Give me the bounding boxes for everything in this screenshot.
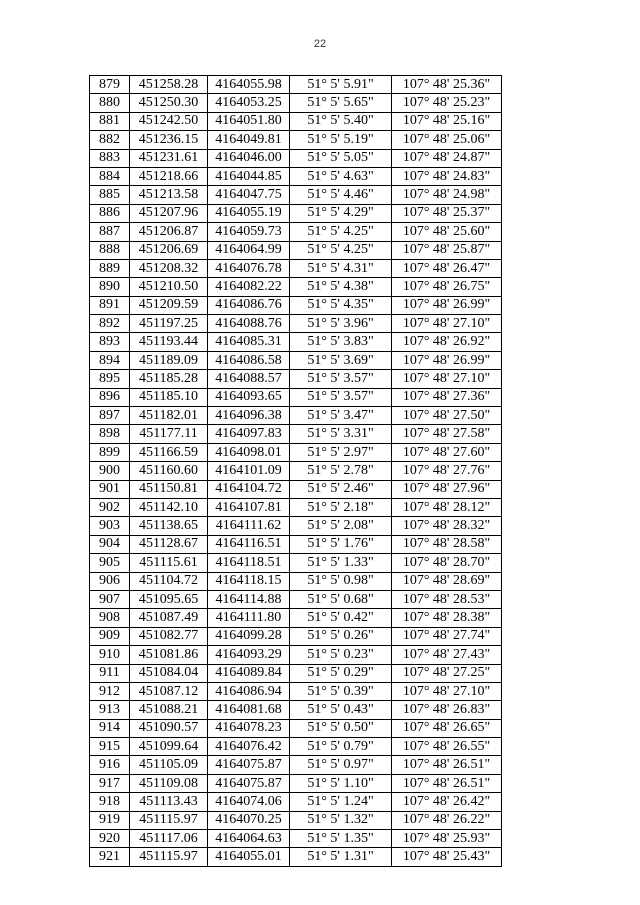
table-row [90, 388, 502, 406]
point-number-cell: 884 [90, 167, 130, 185]
table-row [90, 149, 502, 167]
table-row [90, 462, 502, 480]
table-row [90, 811, 502, 829]
y-coordinate-cell: 4164081.68 [208, 701, 290, 719]
y-coordinate-cell: 4164088.57 [208, 370, 290, 388]
latitude-cell: 51° 5' 4.35" [290, 296, 392, 314]
y-coordinate-cell: 4164093.65 [208, 388, 290, 406]
latitude-cell: 51° 5' 0.97" [290, 756, 392, 774]
point-number-cell: 901 [90, 480, 130, 498]
longitude-cell: 107° 48' 27.10" [392, 682, 502, 700]
point-number-cell: 910 [90, 646, 130, 664]
y-coordinate-cell: 4164097.83 [208, 425, 290, 443]
y-coordinate-cell: 4164089.84 [208, 664, 290, 682]
point-number-cell: 903 [90, 517, 130, 535]
x-coordinate-cell: 451208.32 [130, 259, 208, 277]
longitude-cell: 107° 48' 28.38" [392, 609, 502, 627]
longitude-cell: 107° 48' 26.51" [392, 774, 502, 792]
longitude-cell: 107° 48' 25.43" [392, 848, 502, 866]
x-coordinate-cell: 451209.59 [130, 296, 208, 314]
point-number-cell: 908 [90, 609, 130, 627]
x-coordinate-cell: 451109.08 [130, 774, 208, 792]
point-number-cell: 918 [90, 793, 130, 811]
table-row [90, 76, 502, 94]
y-coordinate-cell: 4164055.01 [208, 848, 290, 866]
y-coordinate-cell: 4164082.22 [208, 278, 290, 296]
longitude-cell: 107° 48' 26.47" [392, 259, 502, 277]
table-row [90, 756, 502, 774]
longitude-cell: 107° 48' 27.58" [392, 425, 502, 443]
longitude-cell: 107° 48' 27.74" [392, 627, 502, 645]
y-coordinate-cell: 4164055.19 [208, 204, 290, 222]
point-number-cell: 907 [90, 590, 130, 608]
point-number-cell: 898 [90, 425, 130, 443]
table-row [90, 682, 502, 700]
latitude-cell: 51° 5' 1.32" [290, 811, 392, 829]
point-number-cell: 892 [90, 315, 130, 333]
table-row [90, 425, 502, 443]
longitude-cell: 107° 48' 27.50" [392, 407, 502, 425]
point-number-cell: 912 [90, 682, 130, 700]
x-coordinate-cell: 451128.67 [130, 535, 208, 553]
latitude-cell: 51° 5' 2.78" [290, 462, 392, 480]
latitude-cell: 51° 5' 0.42" [290, 609, 392, 627]
latitude-cell: 51° 5' 0.98" [290, 572, 392, 590]
y-coordinate-cell: 4164107.81 [208, 498, 290, 516]
y-coordinate-cell: 4164086.94 [208, 682, 290, 700]
table-row [90, 296, 502, 314]
longitude-cell: 107° 48' 28.53" [392, 590, 502, 608]
x-coordinate-cell: 451218.66 [130, 167, 208, 185]
longitude-cell: 107° 48' 24.87" [392, 149, 502, 167]
longitude-cell: 107° 48' 28.70" [392, 554, 502, 572]
point-number-cell: 885 [90, 186, 130, 204]
longitude-cell: 107° 48' 27.36" [392, 388, 502, 406]
latitude-cell: 51° 5' 1.33" [290, 554, 392, 572]
longitude-cell: 107° 48' 25.16" [392, 112, 502, 130]
x-coordinate-cell: 451138.65 [130, 517, 208, 535]
y-coordinate-cell: 4164086.76 [208, 296, 290, 314]
y-coordinate-cell: 4164086.58 [208, 351, 290, 369]
y-coordinate-cell: 4164044.85 [208, 167, 290, 185]
x-coordinate-cell: 451115.61 [130, 554, 208, 572]
latitude-cell: 51° 5' 5.91" [290, 76, 392, 94]
y-coordinate-cell: 4164075.87 [208, 756, 290, 774]
x-coordinate-cell: 451087.12 [130, 682, 208, 700]
x-coordinate-cell: 451115.97 [130, 811, 208, 829]
latitude-cell: 51° 5' 3.83" [290, 333, 392, 351]
y-coordinate-cell: 4164076.42 [208, 738, 290, 756]
x-coordinate-cell: 451177.11 [130, 425, 208, 443]
point-number-cell: 890 [90, 278, 130, 296]
latitude-cell: 51° 5' 0.29" [290, 664, 392, 682]
latitude-cell: 51° 5' 1.10" [290, 774, 392, 792]
longitude-cell: 107° 48' 25.60" [392, 223, 502, 241]
longitude-cell: 107° 48' 26.22" [392, 811, 502, 829]
x-coordinate-cell: 451113.43 [130, 793, 208, 811]
latitude-cell: 51° 5' 0.23" [290, 646, 392, 664]
x-coordinate-cell: 451104.72 [130, 572, 208, 590]
x-coordinate-cell: 451207.96 [130, 204, 208, 222]
longitude-cell: 107° 48' 28.32" [392, 517, 502, 535]
x-coordinate-cell: 451242.50 [130, 112, 208, 130]
x-coordinate-cell: 451142.10 [130, 498, 208, 516]
table-row [90, 517, 502, 535]
table-row [90, 131, 502, 149]
point-number-cell: 895 [90, 370, 130, 388]
table-row [90, 223, 502, 241]
longitude-cell: 107° 48' 26.51" [392, 756, 502, 774]
table-row [90, 609, 502, 627]
latitude-cell: 51° 5' 2.46" [290, 480, 392, 498]
x-coordinate-cell: 451250.30 [130, 94, 208, 112]
x-coordinate-cell: 451206.69 [130, 241, 208, 259]
table-row [90, 186, 502, 204]
longitude-cell: 107° 48' 27.10" [392, 315, 502, 333]
longitude-cell: 107° 48' 25.37" [392, 204, 502, 222]
y-coordinate-cell: 4164085.31 [208, 333, 290, 351]
longitude-cell: 107° 48' 28.12" [392, 498, 502, 516]
latitude-cell: 51° 5' 0.39" [290, 682, 392, 700]
x-coordinate-cell: 451117.06 [130, 830, 208, 848]
y-coordinate-cell: 4164104.72 [208, 480, 290, 498]
y-coordinate-cell: 4164078.23 [208, 719, 290, 737]
table-row [90, 259, 502, 277]
longitude-cell: 107° 48' 25.06" [392, 131, 502, 149]
point-number-cell: 909 [90, 627, 130, 645]
x-coordinate-cell: 451197.25 [130, 315, 208, 333]
table-row [90, 738, 502, 756]
y-coordinate-cell: 4164049.81 [208, 131, 290, 149]
table-row [90, 646, 502, 664]
x-coordinate-cell: 451081.86 [130, 646, 208, 664]
y-coordinate-cell: 4164046.00 [208, 149, 290, 167]
y-coordinate-cell: 4164070.25 [208, 811, 290, 829]
latitude-cell: 51° 5' 2.97" [290, 443, 392, 461]
longitude-cell: 107° 48' 27.25" [392, 664, 502, 682]
longitude-cell: 107° 48' 28.69" [392, 572, 502, 590]
y-coordinate-cell: 4164074.06 [208, 793, 290, 811]
point-number-cell: 879 [90, 76, 130, 94]
x-coordinate-cell: 451150.81 [130, 480, 208, 498]
longitude-cell: 107° 48' 26.99" [392, 296, 502, 314]
y-coordinate-cell: 4164118.15 [208, 572, 290, 590]
y-coordinate-cell: 4164088.76 [208, 315, 290, 333]
table-row [90, 351, 502, 369]
latitude-cell: 51° 5' 5.19" [290, 131, 392, 149]
x-coordinate-cell: 451090.57 [130, 719, 208, 737]
y-coordinate-cell: 4164111.80 [208, 609, 290, 627]
x-coordinate-cell: 451206.87 [130, 223, 208, 241]
point-number-cell: 920 [90, 830, 130, 848]
point-number-cell: 900 [90, 462, 130, 480]
point-number-cell: 882 [90, 131, 130, 149]
latitude-cell: 51° 5' 3.57" [290, 388, 392, 406]
x-coordinate-cell: 451236.15 [130, 131, 208, 149]
x-coordinate-cell: 451088.21 [130, 701, 208, 719]
point-number-cell: 919 [90, 811, 130, 829]
longitude-cell: 107° 48' 27.10" [392, 370, 502, 388]
y-coordinate-cell: 4164118.51 [208, 554, 290, 572]
latitude-cell: 51° 5' 1.31" [290, 848, 392, 866]
longitude-cell: 107° 48' 26.55" [392, 738, 502, 756]
table-row [90, 664, 502, 682]
longitude-cell: 107° 48' 25.87" [392, 241, 502, 259]
latitude-cell: 51° 5' 2.08" [290, 517, 392, 535]
table-row [90, 480, 502, 498]
longitude-cell: 107° 48' 26.65" [392, 719, 502, 737]
table-row [90, 627, 502, 645]
latitude-cell: 51° 5' 3.96" [290, 315, 392, 333]
x-coordinate-cell: 451166.59 [130, 443, 208, 461]
point-number-cell: 899 [90, 443, 130, 461]
table-row [90, 719, 502, 737]
y-coordinate-cell: 4164053.25 [208, 94, 290, 112]
point-number-cell: 889 [90, 259, 130, 277]
x-coordinate-cell: 451258.28 [130, 76, 208, 94]
table-row [90, 333, 502, 351]
table-row [90, 241, 502, 259]
x-coordinate-cell: 451193.44 [130, 333, 208, 351]
x-coordinate-cell: 451095.65 [130, 590, 208, 608]
point-number-cell: 897 [90, 407, 130, 425]
y-coordinate-cell: 4164114.88 [208, 590, 290, 608]
latitude-cell: 51° 5' 0.50" [290, 719, 392, 737]
y-coordinate-cell: 4164111.62 [208, 517, 290, 535]
x-coordinate-cell: 451160.60 [130, 462, 208, 480]
x-coordinate-cell: 451115.97 [130, 848, 208, 866]
longitude-cell: 107° 48' 26.75" [392, 278, 502, 296]
latitude-cell: 51° 5' 4.63" [290, 167, 392, 185]
longitude-cell: 107° 48' 26.92" [392, 333, 502, 351]
latitude-cell: 51° 5' 3.31" [290, 425, 392, 443]
y-coordinate-cell: 4164047.75 [208, 186, 290, 204]
table-row [90, 278, 502, 296]
point-number-cell: 887 [90, 223, 130, 241]
x-coordinate-cell: 451185.10 [130, 388, 208, 406]
latitude-cell: 51° 5' 1.76" [290, 535, 392, 553]
table-row [90, 774, 502, 792]
longitude-cell: 107° 48' 27.43" [392, 646, 502, 664]
longitude-cell: 107° 48' 25.36" [392, 76, 502, 94]
latitude-cell: 51° 5' 0.26" [290, 627, 392, 645]
table-row [90, 443, 502, 461]
point-number-cell: 905 [90, 554, 130, 572]
point-number-cell: 911 [90, 664, 130, 682]
x-coordinate-cell: 451231.61 [130, 149, 208, 167]
table-row [90, 572, 502, 590]
table-row [90, 590, 502, 608]
longitude-cell: 107° 48' 26.42" [392, 793, 502, 811]
point-number-cell: 893 [90, 333, 130, 351]
point-number-cell: 886 [90, 204, 130, 222]
latitude-cell: 51° 5' 4.38" [290, 278, 392, 296]
table-row [90, 554, 502, 572]
latitude-cell: 51° 5' 0.79" [290, 738, 392, 756]
table-row [90, 701, 502, 719]
table-row [90, 112, 502, 130]
point-number-cell: 906 [90, 572, 130, 590]
point-number-cell: 916 [90, 756, 130, 774]
table-row [90, 793, 502, 811]
table-row [90, 204, 502, 222]
latitude-cell: 51° 5' 4.25" [290, 223, 392, 241]
x-coordinate-cell: 451087.49 [130, 609, 208, 627]
y-coordinate-cell: 4164116.51 [208, 535, 290, 553]
y-coordinate-cell: 4164096.38 [208, 407, 290, 425]
x-coordinate-cell: 451082.77 [130, 627, 208, 645]
latitude-cell: 51° 5' 0.43" [290, 701, 392, 719]
point-number-cell: 902 [90, 498, 130, 516]
latitude-cell: 51° 5' 2.18" [290, 498, 392, 516]
latitude-cell: 51° 5' 1.24" [290, 793, 392, 811]
x-coordinate-cell: 451189.09 [130, 351, 208, 369]
y-coordinate-cell: 4164076.78 [208, 259, 290, 277]
table-row [90, 167, 502, 185]
y-coordinate-cell: 4164098.01 [208, 443, 290, 461]
x-coordinate-cell: 451185.28 [130, 370, 208, 388]
latitude-cell: 51° 5' 3.69" [290, 351, 392, 369]
y-coordinate-cell: 4164064.63 [208, 830, 290, 848]
point-number-cell: 921 [90, 848, 130, 866]
point-number-cell: 917 [90, 774, 130, 792]
latitude-cell: 51° 5' 4.31" [290, 259, 392, 277]
point-number-cell: 888 [90, 241, 130, 259]
coordinates-table-body [90, 76, 502, 867]
longitude-cell: 107° 48' 27.96" [392, 480, 502, 498]
longitude-cell: 107° 48' 24.83" [392, 167, 502, 185]
latitude-cell: 51° 5' 3.57" [290, 370, 392, 388]
longitude-cell: 107° 48' 27.76" [392, 462, 502, 480]
y-coordinate-cell: 4164051.80 [208, 112, 290, 130]
page-number: 22 [313, 38, 327, 50]
latitude-cell: 51° 5' 0.68" [290, 590, 392, 608]
table-row [90, 315, 502, 333]
latitude-cell: 51° 5' 5.65" [290, 94, 392, 112]
latitude-cell: 51° 5' 5.05" [290, 149, 392, 167]
y-coordinate-cell: 4164099.28 [208, 627, 290, 645]
point-number-cell: 880 [90, 94, 130, 112]
longitude-cell: 107° 48' 24.98" [392, 186, 502, 204]
y-coordinate-cell: 4164055.98 [208, 76, 290, 94]
table-row [90, 407, 502, 425]
latitude-cell: 51° 5' 1.35" [290, 830, 392, 848]
x-coordinate-cell: 451210.50 [130, 278, 208, 296]
latitude-cell: 51° 5' 4.46" [290, 186, 392, 204]
x-coordinate-cell: 451213.58 [130, 186, 208, 204]
point-number-cell: 896 [90, 388, 130, 406]
table-row [90, 535, 502, 553]
table-row [90, 370, 502, 388]
longitude-cell: 107° 48' 27.60" [392, 443, 502, 461]
table-row [90, 848, 502, 866]
y-coordinate-cell: 4164059.73 [208, 223, 290, 241]
y-coordinate-cell: 4164064.99 [208, 241, 290, 259]
point-number-cell: 904 [90, 535, 130, 553]
point-number-cell: 891 [90, 296, 130, 314]
x-coordinate-cell: 451084.04 [130, 664, 208, 682]
longitude-cell: 107° 48' 26.99" [392, 351, 502, 369]
x-coordinate-cell: 451099.64 [130, 738, 208, 756]
longitude-cell: 107° 48' 25.23" [392, 94, 502, 112]
latitude-cell: 51° 5' 4.29" [290, 204, 392, 222]
y-coordinate-cell: 4164093.29 [208, 646, 290, 664]
table-row [90, 498, 502, 516]
x-coordinate-cell: 451105.09 [130, 756, 208, 774]
y-coordinate-cell: 4164101.09 [208, 462, 290, 480]
table-row [90, 94, 502, 112]
point-number-cell: 914 [90, 719, 130, 737]
latitude-cell: 51° 5' 4.25" [290, 241, 392, 259]
coordinates-table [89, 75, 502, 867]
longitude-cell: 107° 48' 28.58" [392, 535, 502, 553]
point-number-cell: 894 [90, 351, 130, 369]
latitude-cell: 51° 5' 5.40" [290, 112, 392, 130]
latitude-cell: 51° 5' 3.47" [290, 407, 392, 425]
y-coordinate-cell: 4164075.87 [208, 774, 290, 792]
point-number-cell: 881 [90, 112, 130, 130]
longitude-cell: 107° 48' 25.93" [392, 830, 502, 848]
point-number-cell: 915 [90, 738, 130, 756]
x-coordinate-cell: 451182.01 [130, 407, 208, 425]
point-number-cell: 913 [90, 701, 130, 719]
point-number-cell: 883 [90, 149, 130, 167]
table-row [90, 830, 502, 848]
longitude-cell: 107° 48' 26.83" [392, 701, 502, 719]
